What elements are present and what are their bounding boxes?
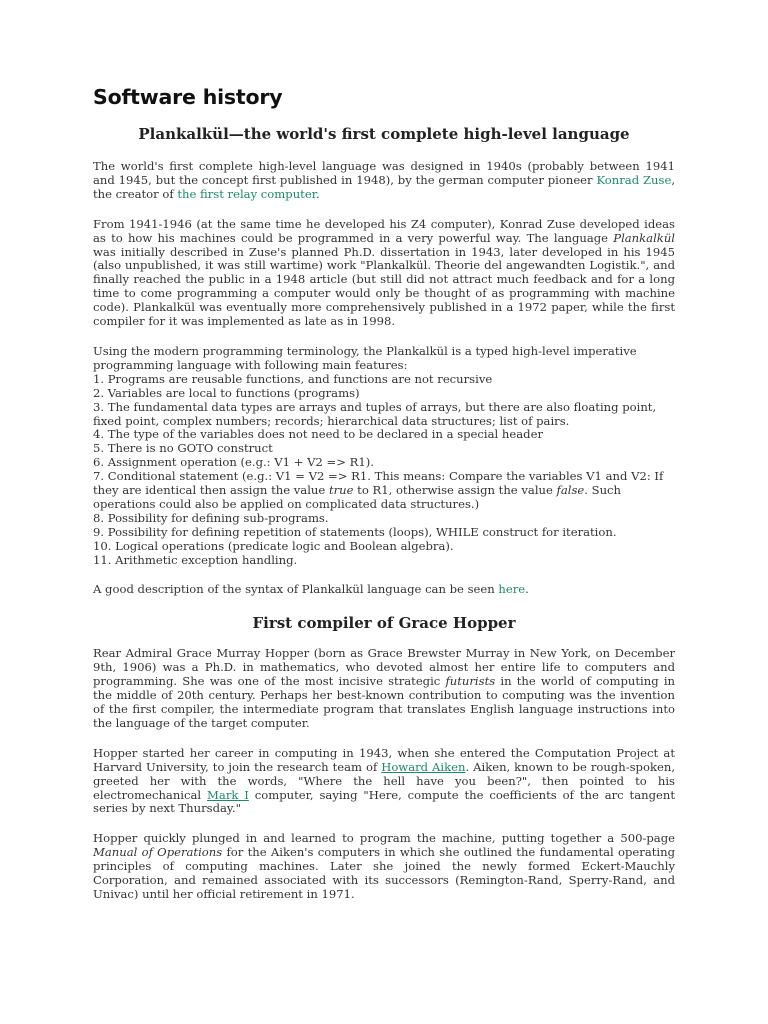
link-first-relay-computer[interactable]: the first relay computer	[177, 186, 316, 201]
emphasis: false	[556, 483, 585, 498]
list-item: 8. Possibility for defining sub-programs.	[93, 510, 329, 525]
paragraph-hopper-career	[93, 747, 675, 817]
text-run: for the Aiken's computers in which she outlined the fundamental operating principles of computing machines. Later she joined the newly formed Eckert-Mauchly Corporation, and remained associated with its successors (Remington-Rand, Sperry-Rand, and Univac) until her official retirement in 1971.	[93, 845, 676, 901]
text-run: computer, saying "Here, compute the coefficients of the arc tangent series by next Thursday."	[93, 787, 675, 816]
paragraph-hopper-manual	[93, 832, 675, 902]
link-howard-aiken[interactable]: Howard Aiken	[381, 759, 466, 774]
list-item: 4. The type of the variables does not need to be declared in a special header	[93, 427, 543, 442]
text-run: A good description of the syntax of Plankalkül language can be seen	[93, 582, 499, 597]
text-run: 7. Conditional statement (e.g.: V1 = V2 => R1. This means: Compare the variables V1 and V2: If they are identical then assign the value	[93, 469, 664, 498]
text-run: Hopper quickly plunged in and learned to program the machine, putting together a 500-page	[93, 831, 675, 846]
emphasis: true	[328, 483, 354, 498]
link-konrad-zuse[interactable]: Konrad Zuse	[596, 172, 672, 187]
paragraph-features-intro: Using the modern programming terminology, the Plankalkül is a typed high-level imperative programming language with following main features:	[93, 343, 637, 372]
text-run: .	[525, 582, 529, 597]
list-item	[93, 470, 675, 512]
section-heading-grace-hopper: First compiler of Grace Hopper	[252, 614, 516, 633]
features-list	[93, 373, 675, 568]
text-run: in the world of computing in the middle of 20th century. Perhaps her best-known contribution to computing was the invention of the first compiler, the intermediate program that translates English language instructions into the language of the target computer.	[93, 674, 675, 730]
paragraph-hopper-bio	[93, 647, 675, 730]
list-item: 10. Logical operations (predicate logic and Boolean algebra).	[93, 538, 454, 553]
list-item: 9. Possibility for defining repetition of statements (loops), WHILE construct for iteration.	[93, 524, 617, 539]
emphasis: Manual of Operations	[93, 845, 223, 860]
list-item: 3. The fundamental data types are arrays and tuples of arrays, but there are also floating point, fixed point, complex numbers; records; hierarchical data structures; list of pairs.	[93, 399, 657, 428]
list-item: 6. Assignment operation (e.g.: V1 + V2 => R1).	[93, 455, 374, 470]
text-run: Rear Admiral Grace Murray Hopper (born as Grace Brewster Murray in New York, on December 9th, 1906) was a Ph.D. in mathematics, who devoted almost her entire life to computers and programming. She was one of the most incisive strategic	[93, 646, 675, 689]
link-mark-i[interactable]: Mark I	[207, 787, 249, 802]
paragraph-zuse-history	[93, 218, 675, 329]
text-run: . Such operations could also be applied on complicated data structures.)	[93, 483, 622, 511]
document-page	[93, 84, 675, 902]
text-run: The world's first complete high-level language was designed in 1940s (probably between 1941 and 1945, but the concept first published in 1948), by the german computer pioneer	[93, 159, 675, 187]
text-run: From 1941-1946 (at the same time he developed his Z4 computer), Konrad Zuse developed ideas as to how his machines could be programmed in a very powerful way. The language	[93, 216, 675, 245]
list-item: 1. Programs are reusable functions, and functions are not recursive	[93, 371, 493, 386]
paragraph-intro	[93, 160, 675, 202]
page-title: Software history	[93, 85, 283, 109]
text-run: .	[315, 186, 320, 201]
list-item: 2. Variables are local to functions (programs)	[93, 385, 360, 400]
list-item: 5. There is no GOTO construct	[93, 441, 273, 456]
link-here[interactable]: here	[498, 582, 526, 597]
text-run: Hopper started her career in computing in 1943, when she entered the Computation Project at Harvard University, to join the research team of	[93, 745, 675, 774]
paragraph-syntax-link	[93, 583, 675, 597]
text-run: was initially described in Zuse's planned Ph.D. dissertation in 1943, later developed in his 1945 (also unpublished, it was still wartime) work "Plankalkül. Theorie del angewandten Logistik.", and finally reached the public in a 1948 article (but still did not attract much feedback and for a long time to come programming a computer would only be thought of as programming with machine code). Plankalkül was eventually more comprehensively published in a 1972 paper, while the first compiler for it was implemented as late as in 1998.	[93, 244, 675, 329]
list-item: 11. Arithmetic exception handling.	[93, 552, 298, 567]
text-run: to R1, otherwise assign the value	[353, 483, 557, 498]
section-heading-plankalkul: Plankalkül—the world's first complete high-level language	[138, 125, 630, 143]
emphasis: futurists	[445, 674, 496, 689]
text-run: . Aiken, known to be rough-spoken, greeted her with the words, "Where the hell have you been?", then pointed to his electromechanical	[93, 759, 676, 802]
text-run: , the creator of	[93, 172, 675, 201]
emphasis: Plankalkül	[613, 230, 675, 245]
